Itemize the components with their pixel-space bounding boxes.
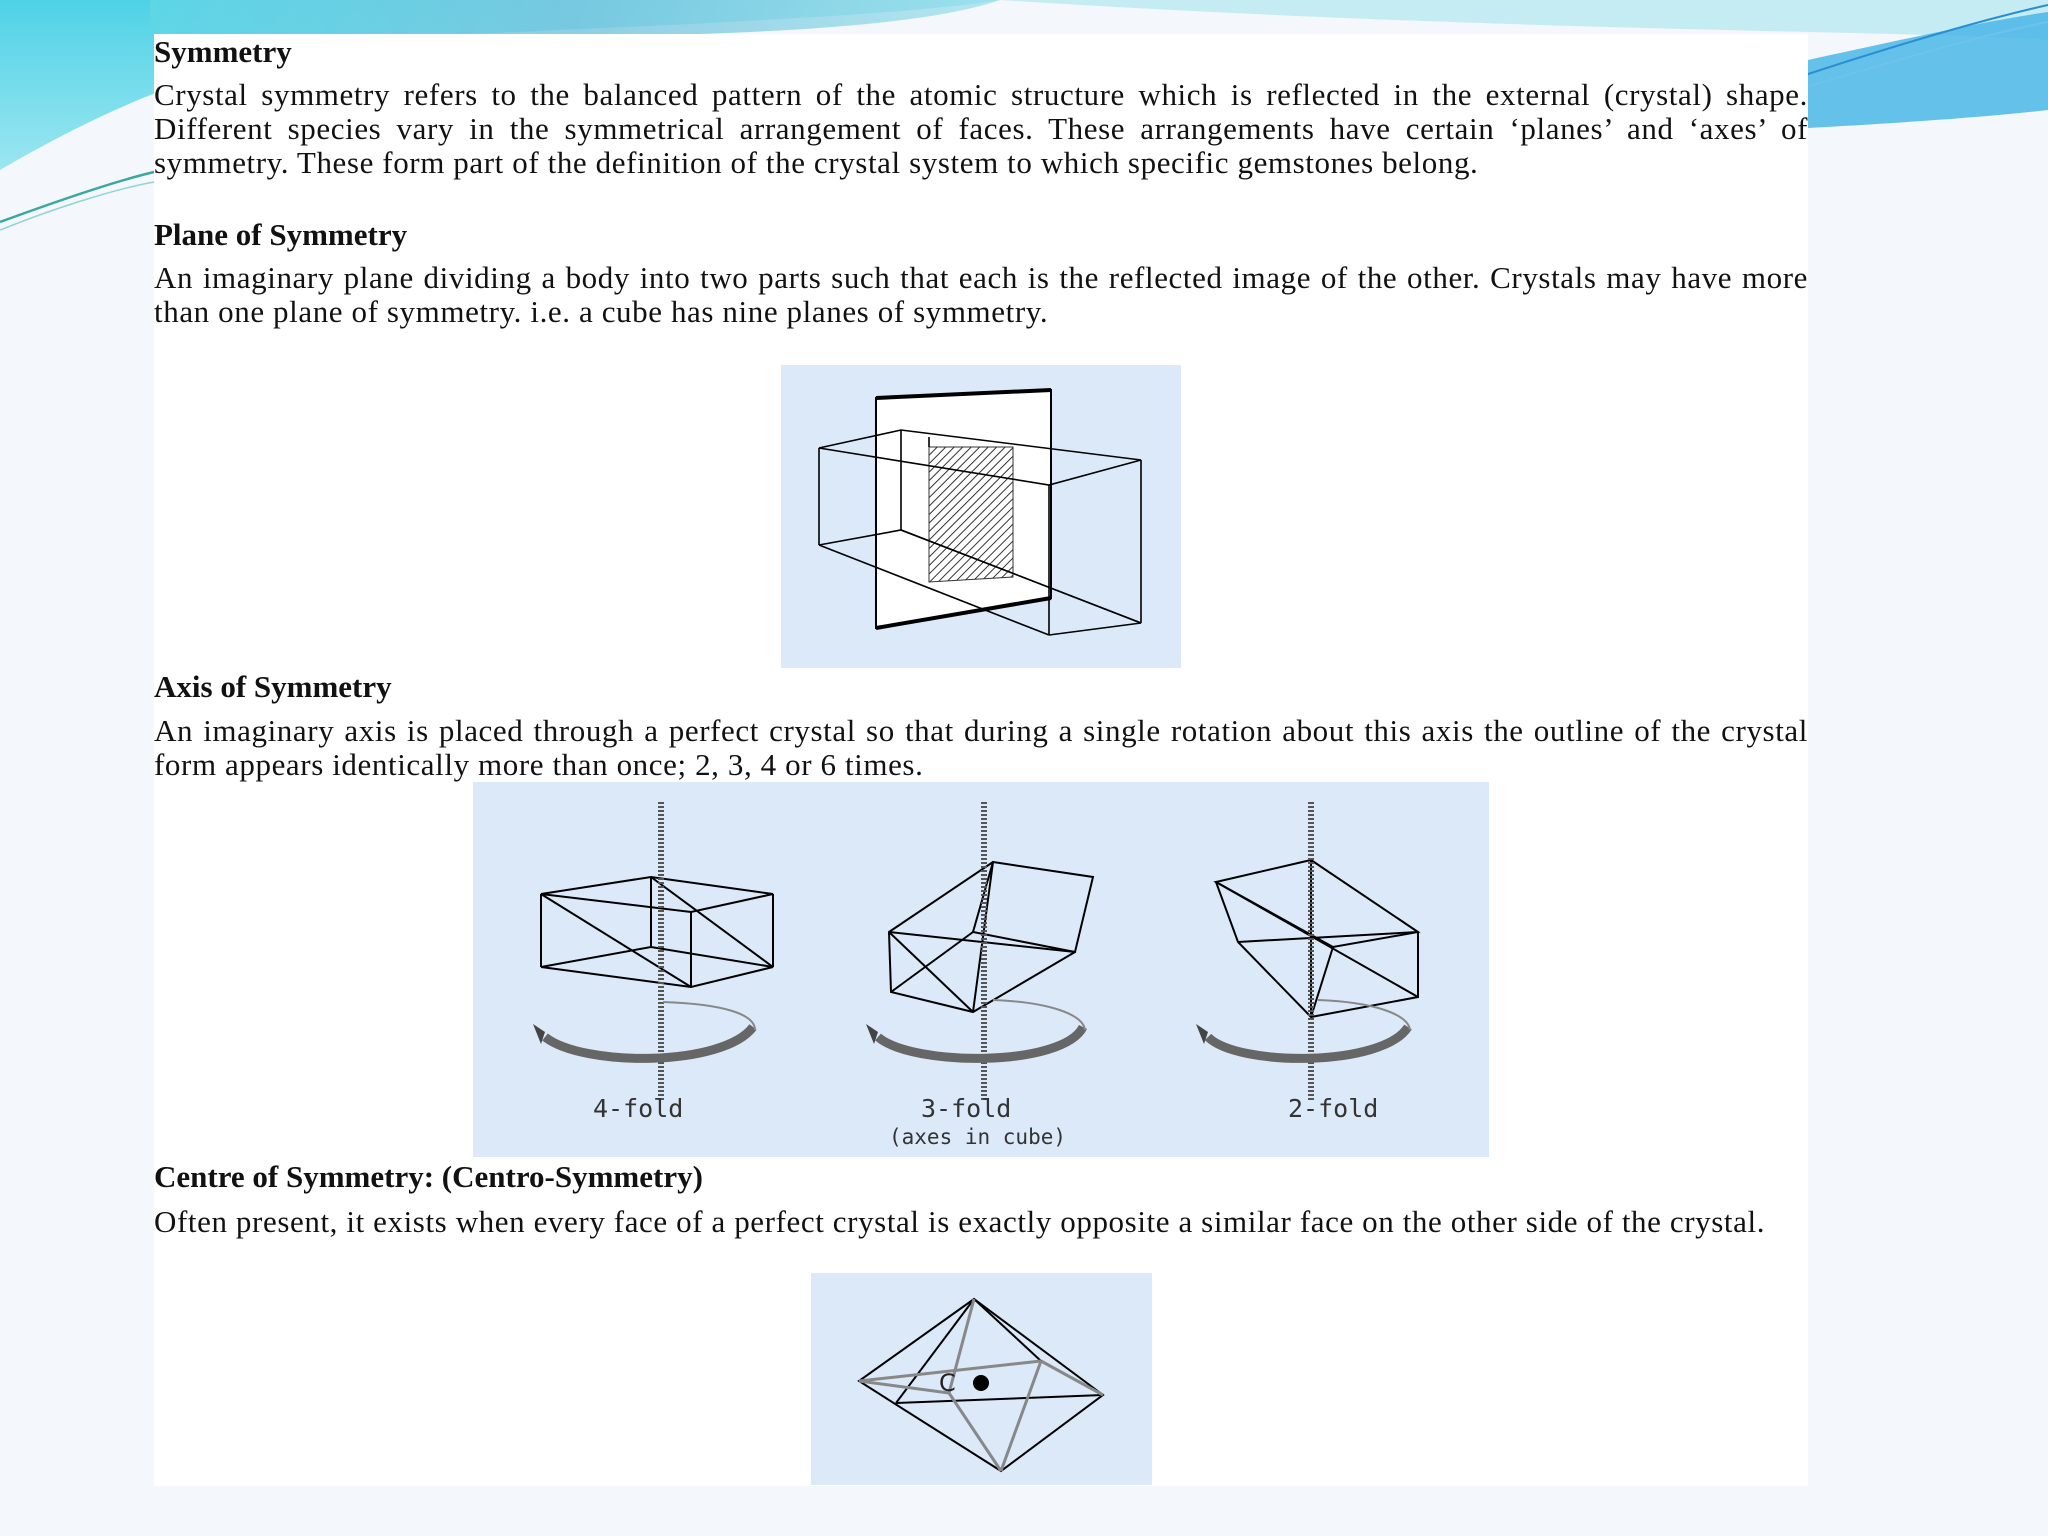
centre-of-symmetry-paragraph: Often present, it exists when every face of a perfect crystal is exactly opposite a similar face on the other side of the crystal. <box>154 1204 1766 1239</box>
axis-of-symmetry-figure <box>473 782 1489 1157</box>
plane-of-symmetry-figure <box>781 365 1181 668</box>
two-fold-label: 2-fold <box>1288 1094 1379 1123</box>
four-fold-label: 4-fold <box>593 1094 684 1123</box>
three-fold-label: 3-fold <box>921 1094 1012 1123</box>
plane-of-symmetry-paragraph: An imaginary plane dividing a body into two parts such that each is the reflected image of the other. Crystals may have more than one plane of symmetry. i.e. a cube has nine planes of symmetry. <box>154 260 1808 329</box>
symmetry-heading: Symmetry <box>154 34 292 69</box>
symmetry-paragraph: Crystal symmetry refers to the balanced pattern of the atomic structure which is reflected in the external (crystal) shape. Different species vary in the symmetrical arrangement of faces. These arrangements have certain ‘planes’ and ‘axes’ of symmetry. These form part of the definition of the crystal system to which specific gemstones belong. <box>154 77 1808 180</box>
two-fold-cube-diagram <box>1216 860 1418 1017</box>
four-fold-cube-diagram <box>541 877 773 987</box>
centre-point-marker <box>973 1375 989 1391</box>
three-fold-rotation-arrow <box>878 1027 1083 1058</box>
axis-of-symmetry-heading: Axis of Symmetry <box>154 669 392 704</box>
three-fold-cube-diagram <box>889 862 1093 1012</box>
octahedron-illustration <box>811 1273 1152 1485</box>
centre-of-symmetry-figure <box>811 1273 1152 1485</box>
axis-of-symmetry-paragraph: An imaginary axis is placed through a perfect crystal so that during a single rotation about this axis the outline of the crystal form appears identically more than once; 2, 3, 4 or 6 times. <box>154 713 1808 782</box>
three-fold-note: (axes in cube) <box>889 1125 1067 1149</box>
four-fold-rotation-arrow <box>545 1027 753 1058</box>
cube-with-plane-illustration <box>781 365 1181 668</box>
plane-of-symmetry-heading: Plane of Symmetry <box>154 217 408 252</box>
centre-label: C <box>939 1369 956 1397</box>
centre-of-symmetry-heading: Centre of Symmetry: (Centro-Symmetry) <box>154 1159 703 1194</box>
